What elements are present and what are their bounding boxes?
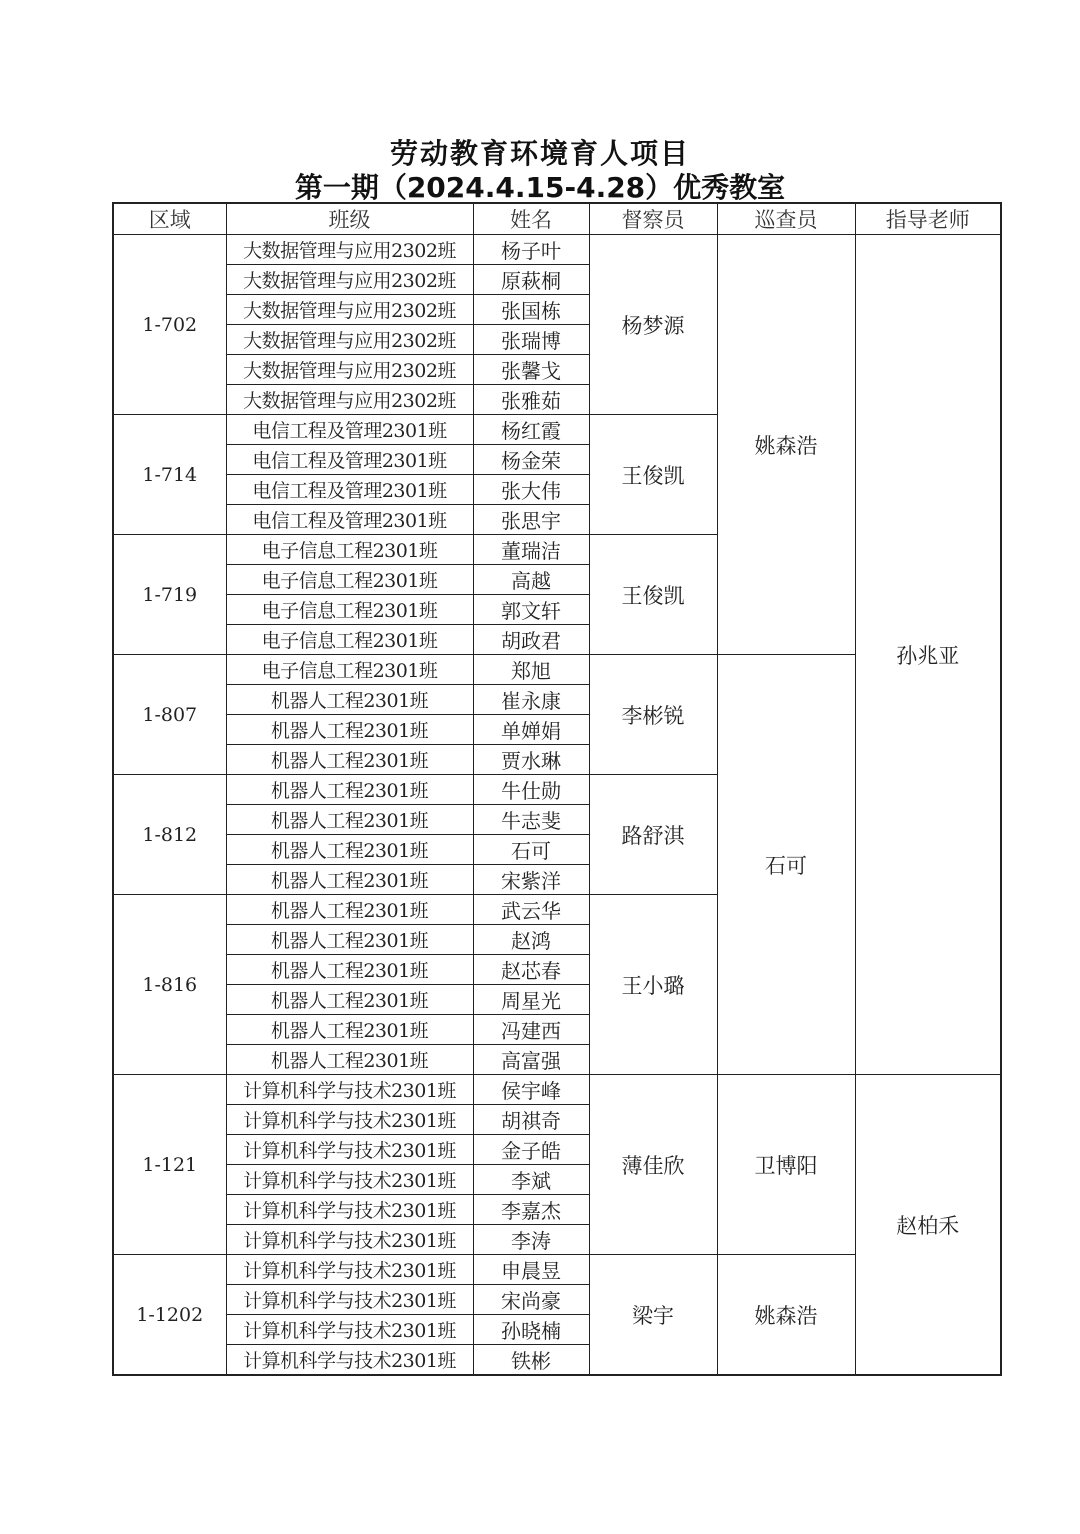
class-cell: 计算机科学与技术2301班 bbox=[226, 1135, 473, 1165]
area-cell: 1-807 bbox=[113, 655, 226, 775]
supervisor-cell: 梁宇 bbox=[589, 1255, 717, 1376]
student-name-cell: 武云华 bbox=[473, 895, 589, 925]
document-title: 劳动教育环境育人项目 bbox=[389, 137, 690, 170]
class-cell: 电子信息工程2301班 bbox=[226, 595, 473, 625]
class-cell: 机器人工程2301班 bbox=[226, 835, 473, 865]
supervisor-cell: 路舒淇 bbox=[589, 775, 717, 895]
student-name-cell: 单婵娟 bbox=[473, 715, 589, 745]
student-name-cell: 李涛 bbox=[473, 1225, 589, 1255]
header-name: 姓名 bbox=[473, 203, 589, 235]
student-name-cell: 周星光 bbox=[473, 985, 589, 1015]
class-cell: 计算机科学与技术2301班 bbox=[226, 1225, 473, 1255]
class-cell: 计算机科学与技术2301班 bbox=[226, 1285, 473, 1315]
class-cell: 大数据管理与应用2302班 bbox=[226, 265, 473, 295]
student-name-cell: 高越 bbox=[473, 565, 589, 595]
class-cell: 计算机科学与技术2301班 bbox=[226, 1315, 473, 1345]
supervisor-cell: 王俊凯 bbox=[589, 535, 717, 655]
student-name-cell: 贾水琳 bbox=[473, 745, 589, 775]
supervisor-cell: 薄佳欣 bbox=[589, 1075, 717, 1255]
area-cell: 1-714 bbox=[113, 415, 226, 535]
class-cell: 电信工程及管理2301班 bbox=[226, 475, 473, 505]
class-cell: 电信工程及管理2301班 bbox=[226, 445, 473, 475]
student-name-cell: 孙晓楠 bbox=[473, 1315, 589, 1345]
area-cell: 1-121 bbox=[113, 1075, 226, 1255]
class-cell: 机器人工程2301班 bbox=[226, 985, 473, 1015]
excellent-classroom-table bbox=[112, 202, 1002, 1376]
inspector-cell: 卫博阳 bbox=[717, 1075, 855, 1255]
class-cell: 计算机科学与技术2301班 bbox=[226, 1075, 473, 1105]
table-header-row bbox=[113, 203, 1001, 235]
class-cell: 计算机科学与技术2301班 bbox=[226, 1345, 473, 1376]
class-cell: 电子信息工程2301班 bbox=[226, 565, 473, 595]
student-name-cell: 杨子叶 bbox=[473, 235, 589, 265]
advisor-cell: 孙兆亚 bbox=[855, 235, 1001, 1075]
student-name-cell: 崔永康 bbox=[473, 685, 589, 715]
student-name-cell: 侯宇峰 bbox=[473, 1075, 589, 1105]
class-cell: 机器人工程2301班 bbox=[226, 775, 473, 805]
class-cell: 机器人工程2301班 bbox=[226, 715, 473, 745]
area-cell: 1-816 bbox=[113, 895, 226, 1075]
header-advisor: 指导老师 bbox=[855, 203, 1001, 235]
class-cell: 电信工程及管理2301班 bbox=[226, 415, 473, 445]
class-cell: 机器人工程2301班 bbox=[226, 925, 473, 955]
inspector-cell: 姚森浩 bbox=[717, 1255, 855, 1376]
class-cell: 大数据管理与应用2302班 bbox=[226, 355, 473, 385]
class-cell: 机器人工程2301班 bbox=[226, 1045, 473, 1075]
class-cell: 机器人工程2301班 bbox=[226, 1015, 473, 1045]
inspector-cell: 姚森浩 bbox=[717, 235, 855, 655]
supervisor-cell: 王小璐 bbox=[589, 895, 717, 1075]
table-body bbox=[113, 235, 1001, 1376]
student-name-cell: 铁彬 bbox=[473, 1345, 589, 1376]
area-cell: 1-719 bbox=[113, 535, 226, 655]
student-name-cell: 金子皓 bbox=[473, 1135, 589, 1165]
student-name-cell: 董瑞洁 bbox=[473, 535, 589, 565]
class-cell: 机器人工程2301班 bbox=[226, 955, 473, 985]
student-name-cell: 郑旭 bbox=[473, 655, 589, 685]
header-class: 班级 bbox=[226, 203, 473, 235]
student-name-cell: 李斌 bbox=[473, 1165, 589, 1195]
class-cell: 机器人工程2301班 bbox=[226, 685, 473, 715]
student-name-cell: 牛志斐 bbox=[473, 805, 589, 835]
student-name-cell: 郭文轩 bbox=[473, 595, 589, 625]
student-name-cell: 冯建西 bbox=[473, 1015, 589, 1045]
document-subtitle: 第一期（2024.4.15-4.28）优秀教室 bbox=[294, 171, 786, 204]
student-name-cell: 宋紫洋 bbox=[473, 865, 589, 895]
class-cell: 机器人工程2301班 bbox=[226, 895, 473, 925]
class-cell: 计算机科学与技术2301班 bbox=[226, 1165, 473, 1195]
class-cell: 计算机科学与技术2301班 bbox=[226, 1105, 473, 1135]
student-name-cell: 胡政君 bbox=[473, 625, 589, 655]
area-cell: 1-1202 bbox=[113, 1255, 226, 1376]
class-cell: 大数据管理与应用2302班 bbox=[226, 385, 473, 415]
student-name-cell: 赵鸿 bbox=[473, 925, 589, 955]
student-name-cell: 石可 bbox=[473, 835, 589, 865]
header-area: 区域 bbox=[113, 203, 226, 235]
class-cell: 电子信息工程2301班 bbox=[226, 625, 473, 655]
student-name-cell: 杨金荣 bbox=[473, 445, 589, 475]
student-name-cell: 牛仕勋 bbox=[473, 775, 589, 805]
class-cell: 计算机科学与技术2301班 bbox=[226, 1195, 473, 1225]
advisor-cell: 赵柏禾 bbox=[855, 1075, 1001, 1376]
class-cell: 机器人工程2301班 bbox=[226, 745, 473, 775]
student-name-cell: 宋尚豪 bbox=[473, 1285, 589, 1315]
class-cell: 计算机科学与技术2301班 bbox=[226, 1255, 473, 1285]
student-name-cell: 申晨昱 bbox=[473, 1255, 589, 1285]
inspector-cell: 石可 bbox=[717, 655, 855, 1075]
supervisor-cell: 李彬锐 bbox=[589, 655, 717, 775]
student-name-cell: 杨红霞 bbox=[473, 415, 589, 445]
supervisor-cell: 王俊凯 bbox=[589, 415, 717, 535]
class-cell: 大数据管理与应用2302班 bbox=[226, 325, 473, 355]
table-row bbox=[113, 1075, 1001, 1105]
class-cell: 电子信息工程2301班 bbox=[226, 535, 473, 565]
class-cell: 机器人工程2301班 bbox=[226, 805, 473, 835]
student-name-cell: 张馨戈 bbox=[473, 355, 589, 385]
header-inspector: 巡查员 bbox=[717, 203, 855, 235]
class-cell: 电信工程及管理2301班 bbox=[226, 505, 473, 535]
student-name-cell: 张瑞博 bbox=[473, 325, 589, 355]
header-supervisor: 督察员 bbox=[589, 203, 717, 235]
area-cell: 1-812 bbox=[113, 775, 226, 895]
student-name-cell: 赵芯春 bbox=[473, 955, 589, 985]
area-cell: 1-702 bbox=[113, 235, 226, 415]
student-name-cell: 张国栋 bbox=[473, 295, 589, 325]
student-name-cell: 原萩桐 bbox=[473, 265, 589, 295]
class-cell: 大数据管理与应用2302班 bbox=[226, 295, 473, 325]
supervisor-cell: 杨梦源 bbox=[589, 235, 717, 415]
student-name-cell: 张大伟 bbox=[473, 475, 589, 505]
student-name-cell: 胡祺奇 bbox=[473, 1105, 589, 1135]
student-name-cell: 张思宇 bbox=[473, 505, 589, 535]
student-name-cell: 高富强 bbox=[473, 1045, 589, 1075]
class-cell: 机器人工程2301班 bbox=[226, 865, 473, 895]
student-name-cell: 张雅茹 bbox=[473, 385, 589, 415]
class-cell: 大数据管理与应用2302班 bbox=[226, 235, 473, 265]
table-row bbox=[113, 235, 1001, 265]
student-name-cell: 李嘉杰 bbox=[473, 1195, 589, 1225]
class-cell: 电子信息工程2301班 bbox=[226, 655, 473, 685]
